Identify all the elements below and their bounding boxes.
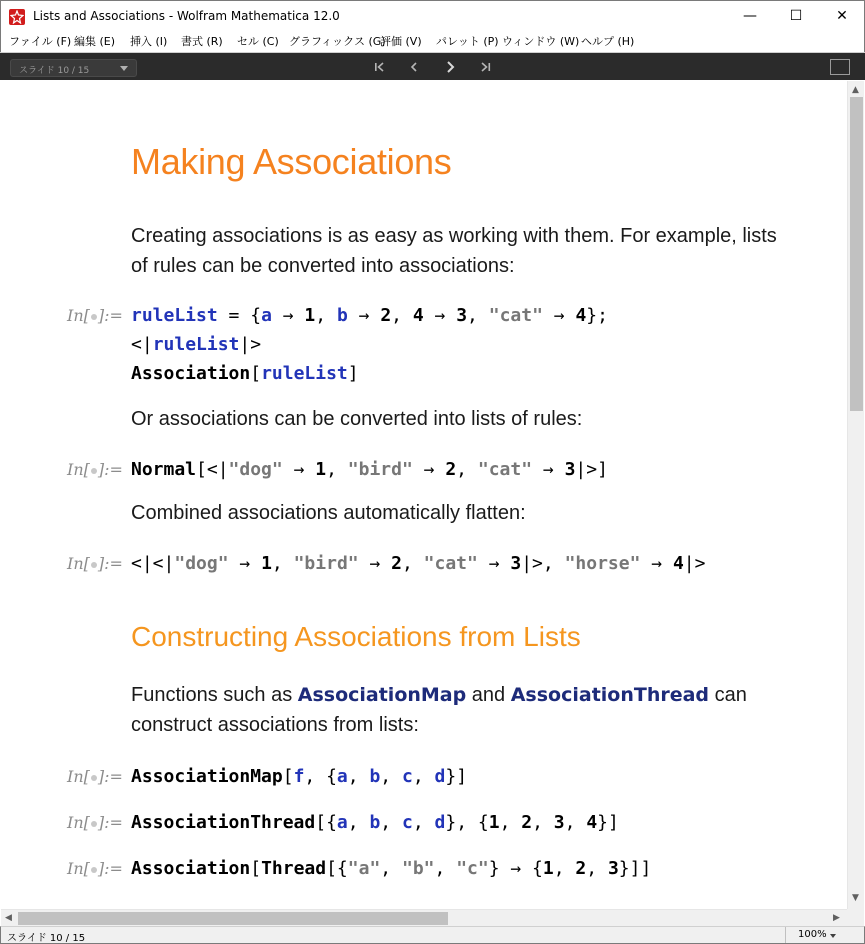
input-cell-1[interactable]: ruleList = {a → 1, b → 2, 4 → 3, "cat" → 4}; <|ruleList|> Association[ruleList] [131,305,608,384]
input-cell-6[interactable]: Association[Thread[{"a", "b", "c"} → {1, 2, 3}]] [131,858,652,879]
window-title: Lists and Associations - Wolfram Mathematica 12.0 [33,9,340,23]
status-bar [0,926,865,944]
vertical-scroll-thumb[interactable] [850,97,863,411]
notebook-content [1,81,847,909]
input-cell-2[interactable]: Normal[<|"dog" → 1, "bird" → 2, "cat" → 3|>] [131,459,608,480]
paragraph-2: Or associations can be converted into lists of rules: [131,408,583,430]
section-heading: Constructing Associations from Lists [131,621,581,652]
input-cell-3[interactable]: <|<|"dog" → 1, "bird" → 2, "cat" → 3|>, "horse" → 4|> [131,553,706,574]
menu-insert[interactable]: 挿入 (I) [130,35,168,48]
input-label-2: In[ ]:= [67,460,123,479]
input-label-6: In[ ]:= [67,859,123,878]
menu-window[interactable]: ウィンドウ (W) [502,35,580,48]
title-bar [0,0,865,31]
zoom-selector[interactable] [785,927,845,943]
menu-evaluation[interactable]: 評価 (V) [380,35,422,48]
scrollbar-corner [847,909,864,926]
menu-palettes[interactable]: パレット (P) [436,35,499,48]
menu-cell[interactable]: セル (C) [237,35,279,48]
slide-selector-value: スライド 10 / 15 [19,66,90,76]
vertical-scrollbar[interactable] [847,81,864,909]
horizontal-scroll-thumb[interactable] [18,912,448,925]
last-slide-icon[interactable] [477,58,495,76]
zoom-value: 100% [798,929,827,940]
scroll-up-icon[interactable]: ▲ [852,85,859,95]
input-label-3: In[ ]:= [67,554,123,573]
slideshow-toolbar [0,52,865,80]
scroll-left-icon[interactable]: ◀ [5,913,12,923]
close-button[interactable]: ✕ [836,8,848,24]
paragraph-4: Functions such as AssociationMap and AssociationThread can construct associations from lists: [131,684,747,736]
paragraph-1: Creating associations is as easy as working with them. For example, lists of rules can be converted into associations: [131,225,777,277]
horizontal-scrollbar[interactable] [1,909,847,926]
minimize-button[interactable]: — [743,8,757,24]
maximize-button[interactable]: ☐ [789,8,803,24]
input-label-4: In[ ]:= [67,767,123,786]
menu-format[interactable]: 書式 (R) [181,35,223,48]
previous-slide-icon[interactable] [405,58,423,76]
menu-bar [0,31,865,52]
zoom-dropdown-icon [830,934,836,938]
dropdown-arrow-icon [120,66,128,71]
scroll-right-icon[interactable]: ▶ [833,913,840,923]
fullscreen-icon[interactable] [830,59,850,75]
menu-graphics[interactable]: グラフィックス (G) [289,35,386,48]
input-label-1: In[ ]:= [67,306,123,325]
next-slide-icon[interactable] [442,58,460,76]
first-slide-icon[interactable] [371,58,389,76]
slide-selector[interactable] [10,59,137,77]
slide-title: Making Associations [131,141,452,182]
mathematica-icon[interactable] [9,9,25,25]
menu-file[interactable]: ファイル (F) [9,35,72,48]
menu-help[interactable]: ヘルプ (H) [581,35,635,48]
status-slide-indicator: スライド 10 / 15 [7,933,86,944]
paragraph-3: Combined associations automatically flatten: [131,502,526,524]
menu-edit[interactable]: 編集 (E) [74,35,116,48]
scroll-down-icon[interactable]: ▼ [852,893,859,903]
input-cell-4[interactable]: AssociationMap[f, {a, b, c, d}] [131,766,468,787]
input-label-5: In[ ]:= [67,813,123,832]
input-cell-5[interactable]: AssociationThread[{a, b, c, d}, {1, 2, 3, 4}] [131,812,619,833]
